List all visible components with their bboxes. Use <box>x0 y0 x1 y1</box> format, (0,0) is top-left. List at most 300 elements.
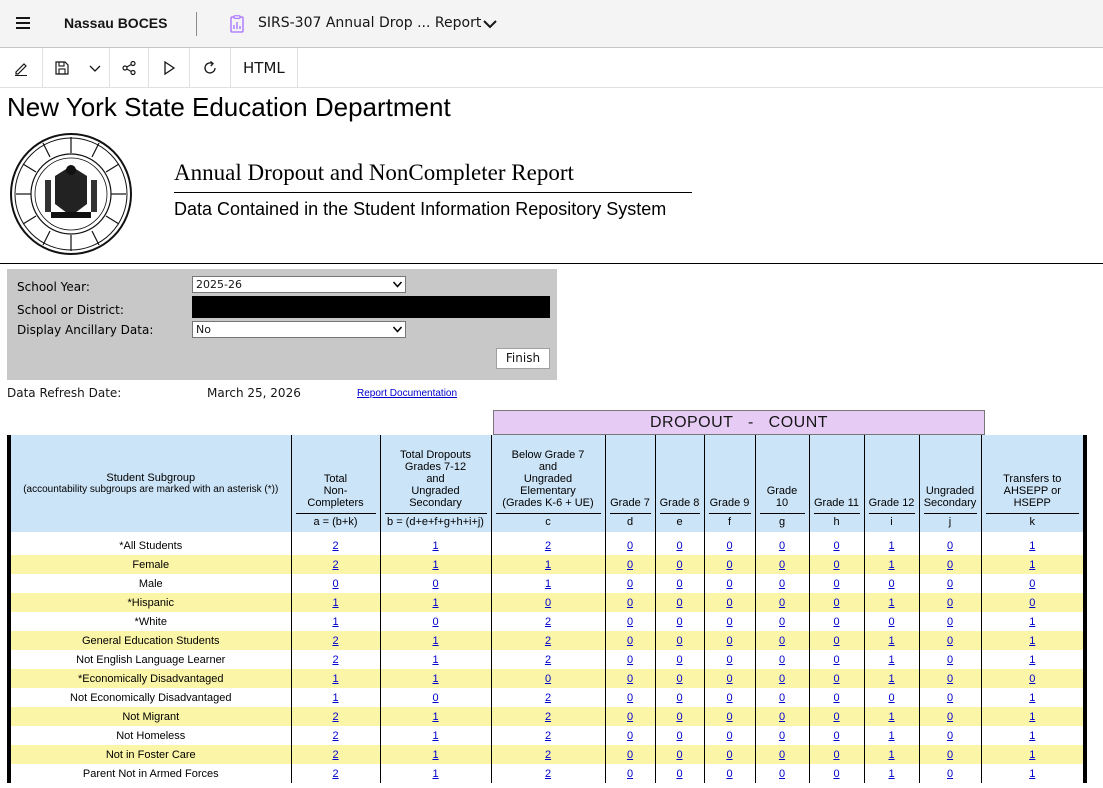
count-link[interactable]: 0 <box>888 577 895 590</box>
count-link[interactable]: 0 <box>626 634 634 647</box>
report-documentation-link[interactable]: Report Documentation <box>357 388 458 399</box>
count-link[interactable]: 0 <box>778 710 786 723</box>
count-link[interactable]: 0 <box>432 577 439 590</box>
count-cell <box>809 536 864 555</box>
column-header-line: Ungraded <box>925 485 975 497</box>
column-header-line: Grade 9 <box>709 497 750 509</box>
count-cell <box>919 688 981 707</box>
table-row <box>9 726 1085 745</box>
count-link[interactable]: 0 <box>946 596 954 609</box>
column-header <box>605 435 655 532</box>
count-link[interactable]: 0 <box>946 653 954 666</box>
count-link[interactable]: 0 <box>626 653 634 666</box>
school-year-select[interactable] <box>192 276 406 293</box>
subgroup-label: Parent Not in Armed Forces <box>9 764 291 783</box>
column-header-line: and <box>538 461 558 473</box>
count-cell <box>655 650 704 669</box>
count-cell <box>655 536 704 555</box>
count-link[interactable]: 1 <box>888 539 895 552</box>
refresh-button[interactable] <box>190 48 230 88</box>
count-link[interactable]: 0 <box>626 577 634 590</box>
school-district-input[interactable] <box>192 296 550 318</box>
count-link[interactable]: 1 <box>432 748 439 761</box>
count-link[interactable]: 1 <box>332 672 339 685</box>
count-link[interactable]: 0 <box>946 634 954 647</box>
count-link[interactable]: 0 <box>332 577 339 590</box>
count-cell <box>864 555 919 574</box>
count-link[interactable]: 2 <box>544 691 552 704</box>
count-cell <box>809 555 864 574</box>
count-link[interactable]: 0 <box>676 672 683 685</box>
count-cell <box>704 555 755 574</box>
count-link[interactable]: 0 <box>726 634 733 647</box>
count-link[interactable]: 0 <box>726 691 733 704</box>
count-cell <box>919 669 981 688</box>
count-link[interactable]: 0 <box>833 596 840 609</box>
count-link[interactable]: 0 <box>778 539 786 552</box>
column-header-line: (Grades K-6 + UE) <box>502 497 594 509</box>
count-link[interactable]: 0 <box>833 577 840 590</box>
ancillary-select[interactable] <box>192 321 406 338</box>
count-cell <box>291 593 380 612</box>
count-link[interactable]: 0 <box>946 767 954 780</box>
count-link[interactable]: 0 <box>946 615 954 628</box>
menu-icon[interactable] <box>16 17 30 29</box>
count-link[interactable]: 0 <box>726 615 733 628</box>
count-link[interactable]: 0 <box>833 767 840 780</box>
column-header-title <box>709 497 751 514</box>
count-link[interactable]: 0 <box>626 748 634 761</box>
count-link[interactable]: 0 <box>778 615 786 628</box>
count-link[interactable]: 1 <box>332 691 339 704</box>
count-cell <box>919 631 981 650</box>
count-cell <box>864 574 919 593</box>
count-link[interactable]: 0 <box>676 577 683 590</box>
subgroup-label: Male <box>9 574 291 593</box>
count-cell <box>809 669 864 688</box>
table-row <box>9 536 1085 555</box>
count-link[interactable]: 0 <box>778 653 786 666</box>
count-cell <box>981 593 1085 612</box>
count-link[interactable]: 0 <box>778 596 786 609</box>
count-link[interactable]: 0 <box>676 748 683 761</box>
count-link[interactable]: 1 <box>1029 558 1036 571</box>
count-link[interactable]: 1 <box>888 748 895 761</box>
toolbar-separator <box>230 48 231 88</box>
count-link[interactable]: 1 <box>1029 653 1036 666</box>
table-row <box>9 631 1085 650</box>
count-link[interactable]: 1 <box>1029 748 1036 761</box>
column-header-title <box>296 473 376 514</box>
count-cell <box>809 631 864 650</box>
count-cell <box>380 688 491 707</box>
table-row <box>9 669 1085 688</box>
count-link[interactable]: 1 <box>1029 691 1036 704</box>
state-seal-icon <box>9 132 133 256</box>
count-cell <box>981 764 1085 783</box>
count-link[interactable]: 0 <box>432 691 439 704</box>
count-cell <box>655 612 704 631</box>
subgroup-label: *Hispanic <box>9 593 291 612</box>
count-cell <box>864 612 919 631</box>
chevron-down-icon <box>393 326 402 333</box>
count-cell <box>864 745 919 764</box>
count-link[interactable]: 1 <box>432 767 439 780</box>
table-row <box>9 574 1085 593</box>
count-link[interactable]: 1 <box>544 577 552 590</box>
header-divider <box>196 12 197 36</box>
count-cell <box>704 650 755 669</box>
count-cell <box>809 707 864 726</box>
count-link[interactable]: 0 <box>432 615 439 628</box>
count-link[interactable]: 2 <box>544 539 552 552</box>
count-link[interactable]: 0 <box>676 710 683 723</box>
count-link[interactable]: 0 <box>726 539 733 552</box>
run-button[interactable] <box>149 48 189 88</box>
count-link[interactable]: 0 <box>888 691 895 704</box>
column-header-line: Ungraded Secondary <box>409 485 462 509</box>
count-cell <box>864 764 919 783</box>
count-cell <box>704 612 755 631</box>
count-cell <box>981 574 1085 593</box>
count-link[interactable]: 0 <box>833 672 840 685</box>
count-cell <box>755 650 809 669</box>
count-link[interactable]: 2 <box>332 748 339 761</box>
ancillary-value: No <box>196 323 211 336</box>
count-cell <box>655 593 704 612</box>
subgroup-label: Not English Language Learner <box>9 650 291 669</box>
school-district-label: School or District: <box>17 303 124 317</box>
count-cell <box>291 726 380 745</box>
count-link[interactable]: 2 <box>544 729 552 742</box>
count-link[interactable]: 0 <box>1029 577 1036 590</box>
count-cell <box>491 536 605 555</box>
count-link[interactable]: 0 <box>833 539 840 552</box>
count-link[interactable]: 0 <box>676 653 683 666</box>
count-link[interactable]: 0 <box>626 558 634 571</box>
column-formula: a = (b+k) <box>313 516 358 528</box>
count-link[interactable]: 1 <box>432 634 439 647</box>
save-options-button[interactable] <box>81 48 109 88</box>
report-name: Annual Dropout and NonCompleter Report <box>174 160 574 185</box>
count-link[interactable]: 0 <box>676 615 683 628</box>
count-link[interactable]: 0 <box>626 539 634 552</box>
count-link[interactable]: 0 <box>778 558 786 571</box>
column-header <box>919 435 981 532</box>
count-link[interactable]: 0 <box>778 672 786 685</box>
count-link[interactable]: 0 <box>833 710 840 723</box>
count-cell <box>605 574 655 593</box>
org-name[interactable]: Nassau BOCES <box>64 15 168 31</box>
finish-button[interactable]: Finish <box>496 348 550 369</box>
count-link[interactable]: 1 <box>432 729 439 742</box>
count-cell <box>291 536 380 555</box>
count-link[interactable]: 0 <box>946 748 954 761</box>
count-link[interactable]: 0 <box>778 577 786 590</box>
count-cell <box>704 745 755 764</box>
count-cell <box>605 669 655 688</box>
count-link[interactable]: 0 <box>676 767 683 780</box>
count-link[interactable]: 1 <box>432 539 439 552</box>
count-cell <box>755 536 809 555</box>
count-cell <box>291 555 380 574</box>
count-link[interactable]: 1 <box>1029 710 1036 723</box>
count-link[interactable]: 0 <box>833 634 840 647</box>
count-link[interactable]: 0 <box>626 729 634 742</box>
count-link[interactable]: 0 <box>676 558 683 571</box>
count-link[interactable]: 0 <box>946 577 954 590</box>
count-link[interactable]: 0 <box>626 691 634 704</box>
column-header-title <box>814 497 860 514</box>
count-link[interactable]: 0 <box>726 729 733 742</box>
count-cell <box>655 669 704 688</box>
count-cell <box>655 555 704 574</box>
count-cell <box>605 555 655 574</box>
count-link[interactable]: 1 <box>888 653 895 666</box>
count-cell <box>704 688 755 707</box>
count-cell <box>655 726 704 745</box>
column-header <box>704 435 755 532</box>
count-cell <box>809 574 864 593</box>
count-link[interactable]: 1 <box>432 672 439 685</box>
column-header <box>291 435 380 532</box>
count-link[interactable]: 1 <box>432 653 439 666</box>
column-header-title <box>924 485 977 514</box>
count-cell <box>864 631 919 650</box>
count-link[interactable]: 2 <box>332 710 339 723</box>
count-cell <box>755 764 809 783</box>
column-header-line: Secondary <box>923 497 977 509</box>
count-cell <box>864 669 919 688</box>
count-link[interactable]: 1 <box>432 710 439 723</box>
count-link[interactable]: 0 <box>726 748 733 761</box>
count-link[interactable]: 0 <box>726 558 733 571</box>
column-formula: b = (d+e+f+g+h+i+j) <box>387 516 484 528</box>
count-link[interactable]: 0 <box>544 672 552 685</box>
count-cell <box>981 745 1085 764</box>
count-cell <box>864 650 919 669</box>
count-cell <box>755 688 809 707</box>
subgroup-header-title: Student Subgroup <box>106 471 196 484</box>
count-link[interactable]: 2 <box>332 634 339 647</box>
count-cell <box>655 764 704 783</box>
count-link[interactable]: 0 <box>626 672 634 685</box>
count-link[interactable]: 0 <box>946 539 954 552</box>
count-link[interactable]: 1 <box>544 558 552 571</box>
count-link[interactable]: 1 <box>432 596 439 609</box>
count-cell <box>380 764 491 783</box>
column-formula: j <box>948 516 952 528</box>
count-link[interactable]: 1 <box>888 634 895 647</box>
count-link[interactable]: 0 <box>946 691 954 704</box>
count-link[interactable]: 2 <box>332 767 339 780</box>
count-cell <box>291 612 380 631</box>
table-row <box>9 745 1085 764</box>
count-cell <box>291 745 380 764</box>
column-formula: g <box>778 516 786 528</box>
count-link[interactable]: 0 <box>946 558 954 571</box>
count-link[interactable]: 1 <box>1029 767 1036 780</box>
count-cell <box>704 726 755 745</box>
count-cell <box>655 631 704 650</box>
count-cell <box>809 726 864 745</box>
toolbar <box>0 48 1103 88</box>
subgroup-header <box>9 435 291 532</box>
count-cell <box>919 593 981 612</box>
count-cell <box>655 745 704 764</box>
count-link[interactable]: 0 <box>726 710 733 723</box>
count-cell <box>491 574 605 593</box>
column-header-line: Grade 8 <box>659 497 700 509</box>
count-link[interactable]: 0 <box>626 596 634 609</box>
count-link[interactable]: 1 <box>888 729 895 742</box>
count-cell <box>809 593 864 612</box>
count-link[interactable]: 0 <box>726 767 733 780</box>
count-cell <box>605 593 655 612</box>
count-cell <box>291 669 380 688</box>
count-cell <box>491 593 605 612</box>
count-link[interactable]: 2 <box>332 539 339 552</box>
count-link[interactable]: 0 <box>726 672 733 685</box>
data-table <box>7 435 1087 783</box>
count-cell <box>605 707 655 726</box>
count-link[interactable]: 0 <box>726 653 733 666</box>
count-cell <box>704 536 755 555</box>
count-cell <box>291 631 380 650</box>
count-link[interactable]: 0 <box>833 748 840 761</box>
count-link[interactable]: 0 <box>778 767 786 780</box>
chevron-down-icon[interactable] <box>481 15 499 33</box>
count-link[interactable]: 0 <box>946 729 954 742</box>
count-link[interactable]: 0 <box>778 729 786 742</box>
count-link[interactable]: 0 <box>833 653 840 666</box>
count-link[interactable]: 0 <box>676 539 683 552</box>
count-link[interactable]: 0 <box>778 748 786 761</box>
count-link[interactable]: 1 <box>888 596 895 609</box>
count-cell <box>605 612 655 631</box>
count-link[interactable]: 0 <box>833 729 840 742</box>
count-link[interactable]: 0 <box>676 634 683 647</box>
count-link[interactable]: 2 <box>332 558 339 571</box>
column-header-title <box>496 449 601 514</box>
count-cell <box>291 650 380 669</box>
count-cell <box>655 707 704 726</box>
count-link[interactable]: 1 <box>432 558 439 571</box>
count-cell <box>704 707 755 726</box>
count-cell <box>380 593 491 612</box>
count-link[interactable]: 0 <box>1029 672 1036 685</box>
count-link[interactable]: 1 <box>888 767 895 780</box>
count-link[interactable]: 1 <box>888 558 895 571</box>
count-cell <box>491 726 605 745</box>
count-cell <box>491 631 605 650</box>
count-cell <box>755 745 809 764</box>
count-link[interactable]: 0 <box>626 710 634 723</box>
count-link[interactable]: 0 <box>626 615 634 628</box>
count-link[interactable]: 2 <box>332 653 339 666</box>
column-formula: d <box>626 516 634 528</box>
count-cell <box>605 650 655 669</box>
count-link[interactable]: 2 <box>544 710 552 723</box>
column-header-line: Grades 7-12 <box>404 461 467 473</box>
count-link[interactable]: 0 <box>726 596 733 609</box>
edit-button[interactable] <box>0 48 42 88</box>
refresh-date-label: Data Refresh Date: <box>7 386 122 400</box>
count-cell <box>491 707 605 726</box>
count-link[interactable]: 0 <box>833 558 840 571</box>
count-link[interactable]: 0 <box>676 729 683 742</box>
table-header-row <box>9 435 1085 532</box>
count-cell <box>919 764 981 783</box>
save-button[interactable] <box>43 48 81 88</box>
count-link[interactable]: 0 <box>676 691 683 704</box>
count-link[interactable]: 0 <box>1029 596 1036 609</box>
count-link[interactable]: 2 <box>544 634 552 647</box>
toolbar-separator <box>297 48 298 88</box>
count-cell <box>380 650 491 669</box>
count-link[interactable]: 2 <box>544 653 552 666</box>
count-link[interactable]: 1 <box>1029 539 1036 552</box>
count-link[interactable]: 0 <box>778 691 786 704</box>
column-header-line: Grade 12 <box>868 497 915 509</box>
column-header-line: and <box>426 473 445 485</box>
count-link[interactable]: 1 <box>332 596 339 609</box>
output-format-button[interactable]: HTML <box>243 59 285 77</box>
count-link[interactable]: 1 <box>888 710 895 723</box>
count-link[interactable]: 1 <box>1029 634 1036 647</box>
count-cell <box>380 555 491 574</box>
count-link[interactable]: 0 <box>888 615 895 628</box>
count-link[interactable]: 0 <box>726 577 733 590</box>
count-cell <box>864 707 919 726</box>
count-link[interactable]: 0 <box>833 691 840 704</box>
count-cell <box>655 688 704 707</box>
column-header-line: Non-Completers <box>307 485 364 509</box>
count-link[interactable]: 1 <box>332 615 339 628</box>
column-header-line: Total <box>323 473 348 485</box>
count-cell <box>981 555 1085 574</box>
subgroup-label: Not Migrant <box>9 707 291 726</box>
count-cell <box>919 650 981 669</box>
prompt-panel <box>7 269 557 380</box>
count-cell <box>704 669 755 688</box>
column-header-line: AHSEPP or HSEPP <box>1003 485 1061 509</box>
count-link[interactable]: 1 <box>1029 615 1036 628</box>
count-link[interactable]: 2 <box>544 615 552 628</box>
count-link[interactable]: 2 <box>332 729 339 742</box>
count-cell <box>864 688 919 707</box>
column-header-title <box>869 497 915 514</box>
count-link[interactable]: 0 <box>544 596 552 609</box>
count-link[interactable]: 1 <box>888 672 895 685</box>
count-link[interactable]: 0 <box>833 615 840 628</box>
column-header-title <box>660 497 700 514</box>
subgroup-label: *Economically Disadvantaged <box>9 669 291 688</box>
count-link[interactable]: 2 <box>544 748 552 761</box>
count-link[interactable]: 0 <box>676 596 683 609</box>
share-button[interactable] <box>110 48 148 88</box>
count-cell <box>919 555 981 574</box>
count-cell <box>755 555 809 574</box>
count-link[interactable]: 0 <box>946 672 954 685</box>
count-link[interactable]: 0 <box>778 634 786 647</box>
count-link[interactable]: 0 <box>946 710 954 723</box>
count-link[interactable]: 2 <box>544 767 552 780</box>
count-link[interactable]: 1 <box>1029 729 1036 742</box>
column-formula: c <box>545 516 551 528</box>
column-header-line: Ungraded Elementary <box>520 473 576 497</box>
count-link[interactable]: 0 <box>626 767 634 780</box>
